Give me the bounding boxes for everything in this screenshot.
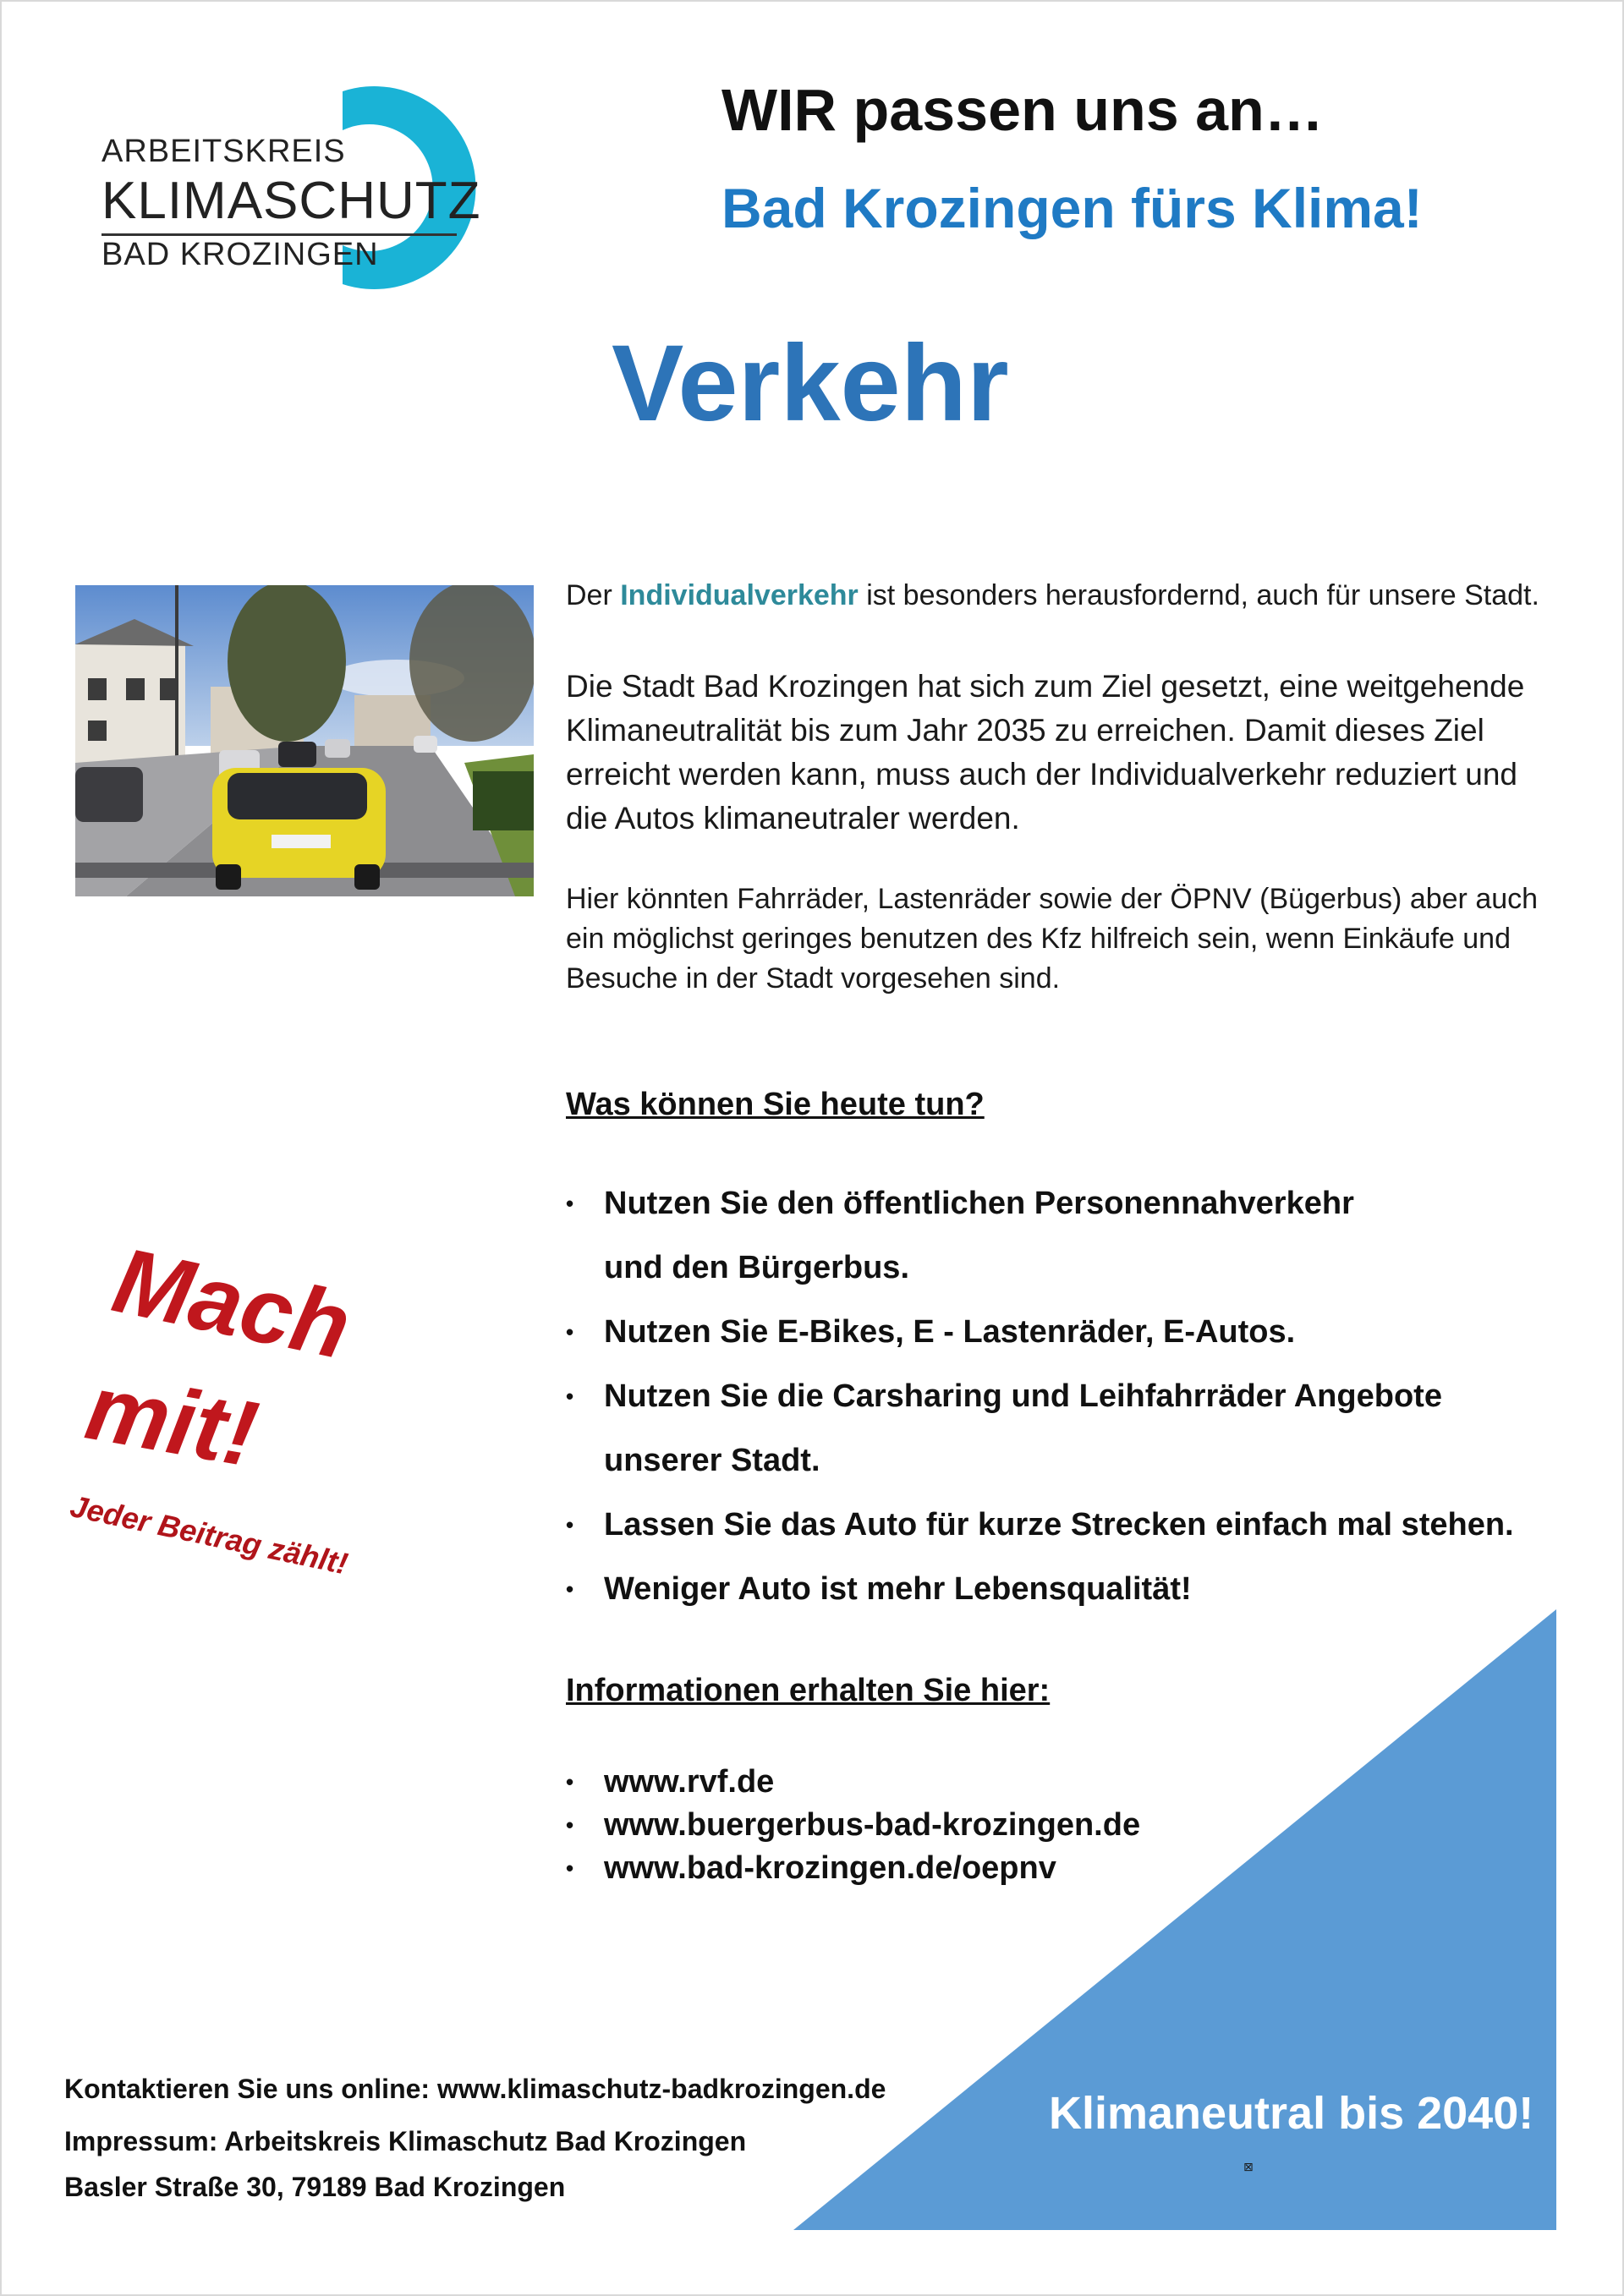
link-bad-krozingen-oepnv[interactable]: • www.bad-krozingen.de/oepnv	[566, 1847, 1581, 1890]
intro-p1-before: Der	[566, 579, 621, 611]
link-rvf[interactable]: • www.rvf.de	[566, 1761, 1581, 1804]
intro-paragraph-2: Die Stadt Bad Krozingen hat sich zum Ziel gesetzt, eine weitgehende Klimaneutralität bis zum Jahr 2035 zu erreichen. Damit dieses Ziel erreicht werden kann, muss auch der Individualverkehr reduziert und die Autos klimaneutraler werden.	[566, 669, 1525, 836]
intro-paragraph-3: Hier könnten Fahrräder, Lastenräder sowie der ÖPNV (Bügerbus) aber auch ein möglichst geringes benutzen des Kfz hilfreich sein, wenn Einkäufe und Besuche in der Stadt vorgesehen sind.	[566, 883, 1539, 995]
logo-text-arbeitskreis: ARBEITSKREIS	[102, 134, 346, 169]
headline: WIR passen uns an…	[721, 77, 1324, 143]
actions-heading: Was können Sie heute tun?	[566, 1087, 985, 1122]
subheadline: Bad Krozingen fürs Klima!	[721, 177, 1423, 239]
individualverkehr-highlight: Individualverkehr	[620, 579, 859, 611]
list-item: • Lassen Sie das Auto für kurze Strecken einfach mal stehen.	[566, 1493, 1581, 1557]
slogan-mit: mit!	[79, 1354, 266, 1488]
small-mark-icon: ⊠	[1243, 2160, 1254, 2173]
intro-p1-after: ist besonders herausfordernd, auch für unsere Stadt.	[858, 579, 1539, 611]
logo-text-bad-krozingen: BAD KROZINGEN	[102, 237, 379, 272]
list-item: • Nutzen Sie die Carsharing und Leihfahrräder Angebote unserer Stadt.	[566, 1364, 1564, 1493]
footer-address: Basler Straße 30, 79189 Bad Krozingen	[64, 2172, 566, 2202]
footer-impressum: Impressum: Arbeitskreis Klimaschutz Bad Krozingen	[64, 2126, 747, 2156]
klimaneutral-badge: Klimaneutral bis 2040!	[1049, 2088, 1534, 2139]
info-heading: Informationen erhalten Sie hier:	[566, 1673, 1051, 1708]
slogan-mach: Mach	[105, 1227, 359, 1379]
list-item: • Nutzen Sie E-Bikes, E - Lastenräder, E-Autos.	[566, 1300, 1581, 1364]
link-buergerbus[interactable]: • www.buergerbus-bad-krozingen.de	[566, 1804, 1581, 1847]
footer-contact: Kontaktieren Sie uns online: www.klimaschutz-badkrozingen.de	[64, 2074, 886, 2104]
logo-text-klimaschutz: KLIMASCHUTZ	[102, 172, 481, 230]
list-item: • Nutzen Sie den öffentlichen Personennahverkehr und den Bürgerbus.	[566, 1171, 1412, 1300]
slogan-jeder-beitrag: Jeder Beitrag zählt!	[67, 1488, 351, 1581]
list-item: • Weniger Auto ist mehr Lebensqualität!	[566, 1557, 1581, 1621]
page-title: Verkehr	[612, 323, 1009, 444]
